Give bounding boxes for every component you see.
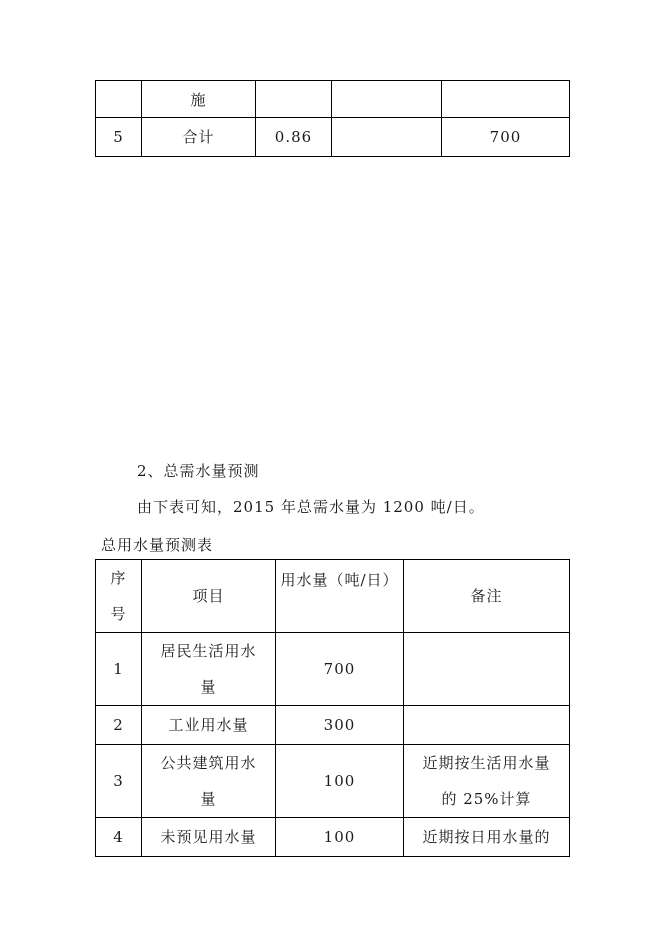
- table-cell: [96, 81, 142, 118]
- cell-item-line2: 量: [200, 790, 217, 808]
- cell-item: [142, 745, 276, 818]
- cell-item-line1: 居民生活用水: [160, 642, 257, 660]
- table-row: [96, 706, 570, 745]
- cell-item-line2: 量: [200, 678, 217, 696]
- table-cell: [442, 81, 570, 118]
- table-cell: 施: [142, 81, 256, 118]
- cell-note: 近期按日用水量的: [404, 818, 570, 857]
- table-row: [96, 118, 570, 157]
- cell-note: [404, 706, 570, 745]
- table-cell: 700: [442, 118, 570, 157]
- header-seq: [96, 560, 142, 633]
- cell-note: [404, 633, 570, 706]
- table-cell: 合计: [142, 118, 256, 157]
- cell-note: [404, 745, 570, 818]
- cell-seq: 2: [96, 706, 142, 745]
- cell-water: 100: [276, 745, 404, 818]
- cell-note-line2: 的 25%计算: [441, 790, 532, 808]
- cell-item: 工业用水量: [142, 706, 276, 745]
- top-continuation-table: [95, 80, 570, 157]
- table-cell: [256, 81, 332, 118]
- cell-seq: 4: [96, 818, 142, 857]
- cell-note-line1: 近期按生活用水量: [422, 754, 551, 772]
- cell-water: 300: [276, 706, 404, 745]
- header-water: 用水量（吨/日）: [276, 560, 404, 633]
- table-cell: [332, 118, 442, 157]
- table-cell: [332, 81, 442, 118]
- cell-water: 100: [276, 818, 404, 857]
- header-note: 备注: [404, 560, 570, 633]
- table-cell: 5: [96, 118, 142, 157]
- body-paragraph: 由下表可知，2015 年总需水量为 1200 吨/日。: [137, 498, 485, 516]
- section-heading: 2、总需水量预测: [137, 462, 260, 480]
- cell-seq: 3: [96, 745, 142, 818]
- cell-seq: 1: [96, 633, 142, 706]
- table-caption: 总用水量预测表: [101, 536, 214, 554]
- cell-item-line1: 公共建筑用水: [160, 754, 257, 772]
- water-demand-table: [95, 559, 570, 857]
- table-row: [96, 745, 570, 818]
- table-cell: 0.86: [256, 118, 332, 157]
- cell-item: [142, 633, 276, 706]
- header-seq-line1: 序: [110, 569, 127, 587]
- table-row: [96, 633, 570, 706]
- table-row: [96, 818, 570, 857]
- cell-item: 未预见用水量: [142, 818, 276, 857]
- header-seq-line2: 号: [110, 605, 127, 623]
- table-row: [96, 81, 570, 118]
- cell-water: 700: [276, 633, 404, 706]
- header-item: 项目: [142, 560, 276, 633]
- table-header-row: [96, 560, 570, 633]
